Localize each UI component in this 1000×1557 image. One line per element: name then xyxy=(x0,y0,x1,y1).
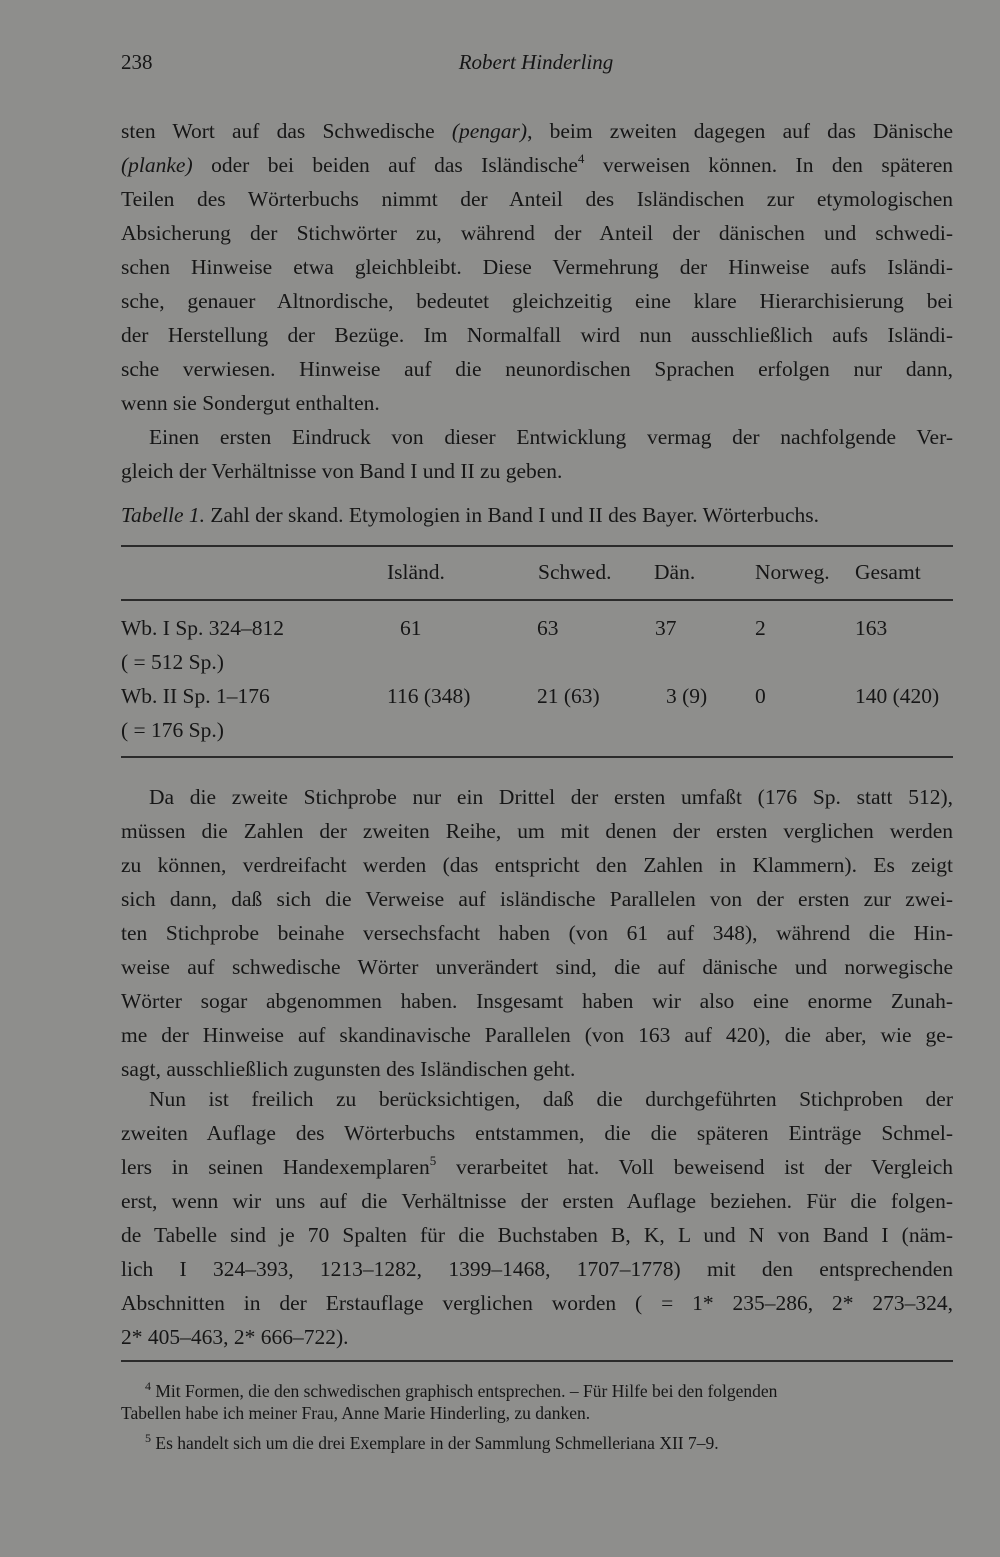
footnote-ref-5[interactable]: 5 xyxy=(429,1153,437,1168)
table-cell: 61 xyxy=(400,616,422,640)
text-line: de Tabelle sind je 70 Spalten für die Buchstaben B, K, L und N von Band I (näm- xyxy=(121,1223,953,1247)
column-header: Schwed. xyxy=(538,560,612,584)
footnote-line: $^5$ Es handelt sich um die drei Exemplare in der Sammlung Schmelleriana XII 7–9. xyxy=(145,1431,719,1453)
italic-term: (planke) xyxy=(121,153,193,177)
table-cell: 63 xyxy=(537,616,559,640)
table-cell: 37 xyxy=(655,616,677,640)
text-line: sich dann, daß sich die Verweise auf isländische Parallelen von der ersten zur zwei- xyxy=(121,887,953,911)
text-line: lich I 324–393, 1213–1282, 1399–1468, 1707–1778) mit den entsprechenden xyxy=(121,1257,953,1281)
text-line: ten Stichprobe beinahe versechsfacht haben (von 61 auf 348), während die Hin- xyxy=(121,921,953,945)
table-cell: 21 (63) xyxy=(537,684,600,708)
paragraph-3 xyxy=(121,780,953,1086)
table-cell: 0 xyxy=(755,684,766,708)
table-cell: 140 (420) xyxy=(855,684,940,708)
text-line: schen Hinweise etwa gleichbleibt. Diese Vermehrung der Hinweise aufs Isländi- xyxy=(121,255,953,279)
text-line: Einen ersten Eindruck von dieser Entwicklung vermag der nachfolgende Ver- xyxy=(149,425,953,449)
row-label: Wb. II Sp. 1–176 xyxy=(121,684,270,708)
row-label: Wb. I Sp. 324–812 xyxy=(121,616,285,640)
text-line: Abschnitten in der Erstauflage verglichen worden ( = 1* 235–286, 2* 273–324, xyxy=(121,1291,953,1315)
table-label: Tabelle 1. xyxy=(121,503,206,527)
text-line: sche, genauer Altnordische, bedeutet gleichzeitig eine klare Hierarchisierung bei xyxy=(121,289,953,313)
table-header-rule xyxy=(121,599,953,601)
paragraph-4 xyxy=(121,1082,953,1354)
footnote-line: $^4$ Mit Formen, die den schwedischen graphisch entsprechen. – Für Hilfe bei den folgenden xyxy=(145,1379,778,1401)
text-line: wenn sie Sondergut enthalten. xyxy=(121,391,380,415)
text-line: 2* 405–463, 2* 666–722). xyxy=(121,1325,349,1349)
paragraph-1 xyxy=(121,114,953,420)
page-number: 238 xyxy=(121,50,153,74)
table-caption: Tabelle 1. Zahl der skand. Etymologien in Band I und II des Bayer. Wörterbuchs. xyxy=(121,503,820,527)
text-line: zweiten Auflage des Wörterbuchs entstammen, die die späteren Einträge Schmel- xyxy=(121,1121,953,1145)
text-line: erst, wenn wir uns auf die Verhältnisse der ersten Auflage beziehen. Für die folgen- xyxy=(121,1189,953,1213)
text-line: Absicherung der Stichwörter zu, während der Anteil der dänischen und schwedi- xyxy=(121,221,953,245)
text-line: weise auf schwedische Wörter unverändert sind, die auf dänische und norwegische xyxy=(121,955,953,979)
footnote-mark: 5 xyxy=(145,1431,151,1445)
table-cell: 163 xyxy=(855,616,888,640)
text-line: me der Hinweise auf skandinavische Parallelen (von 163 auf 420), die aber, wie ge- xyxy=(121,1023,953,1047)
paragraph-2 xyxy=(121,420,953,488)
text-line: gleich der Verhältnisse von Band I und II zu geben. xyxy=(121,459,563,483)
running-title: Robert Hinderling xyxy=(458,50,614,74)
row-label-sub: ( = 176 Sp.) xyxy=(121,718,224,742)
text-line: sten Wort auf das Schwedische (pengar), beim zweiten dagegen auf das Dänische xyxy=(121,119,953,143)
column-header: Dän. xyxy=(654,560,696,584)
page-header xyxy=(121,50,951,80)
text-line: der Herstellung der Bezüge. Im Normalfall wird nun ausschließlich aufs Isländi- xyxy=(121,323,953,347)
column-header: Gesamt xyxy=(855,560,921,584)
footnote-line: Tabellen habe ich meiner Frau, Anne Marie Hinderling, zu danken. xyxy=(121,1403,591,1423)
text-line: Da die zweite Stichprobe nur ein Drittel der ersten umfaßt (176 Sp. statt 512), xyxy=(149,785,953,809)
footnote-ref-4[interactable]: 4 xyxy=(577,151,585,166)
table-cell: 3 (9) xyxy=(666,684,708,708)
footnote-rule xyxy=(121,1360,953,1362)
row-label-sub: ( = 512 Sp.) xyxy=(121,650,224,674)
text-line: sagt, ausschließlich zugunsten des Isländischen geht. xyxy=(121,1057,576,1081)
text-line: Wörter sogar abgenommen haben. Insgesamt haben wir also eine enorme Zunah- xyxy=(121,989,953,1013)
column-header: Isländ. xyxy=(387,560,445,584)
column-header: Norweg. xyxy=(755,560,830,584)
footnote-mark: 4 xyxy=(145,1379,151,1393)
text-line: Nun ist freilich zu berücksichtigen, daß die durchgeführten Stichproben der xyxy=(149,1087,953,1111)
footnote-4 xyxy=(121,1380,953,1424)
table-top-rule xyxy=(121,545,953,547)
text-line: lers in seinen Handexemplaren$^5$ verarbeitet hat. Voll beweisend ist der Vergleich xyxy=(121,1153,953,1179)
text-line: sche verwiesen. Hinweise auf die neunordischen Sprachen erfolgen nur dann, xyxy=(121,357,953,381)
footnote-5 xyxy=(121,1432,953,1454)
text-line: Teilen des Wörterbuchs nimmt der Anteil des Isländischen zur etymologischen xyxy=(121,187,953,211)
text-line: zu können, verdreifacht werden (das entspricht den Zahlen in Klammern). Es zeigt xyxy=(121,853,953,877)
text-line: (planke) oder bei beiden auf das Isländische$^4$ verweisen können. In den späteren xyxy=(121,151,953,177)
table-cell: 2 xyxy=(755,616,766,640)
italic-term: (pengar) xyxy=(451,119,528,143)
text-line: müssen die Zahlen der zweiten Reihe, um mit denen der ersten verglichen werden xyxy=(121,819,953,843)
table-cell: 116 (348) xyxy=(387,684,471,708)
table-bottom-rule xyxy=(121,756,953,758)
